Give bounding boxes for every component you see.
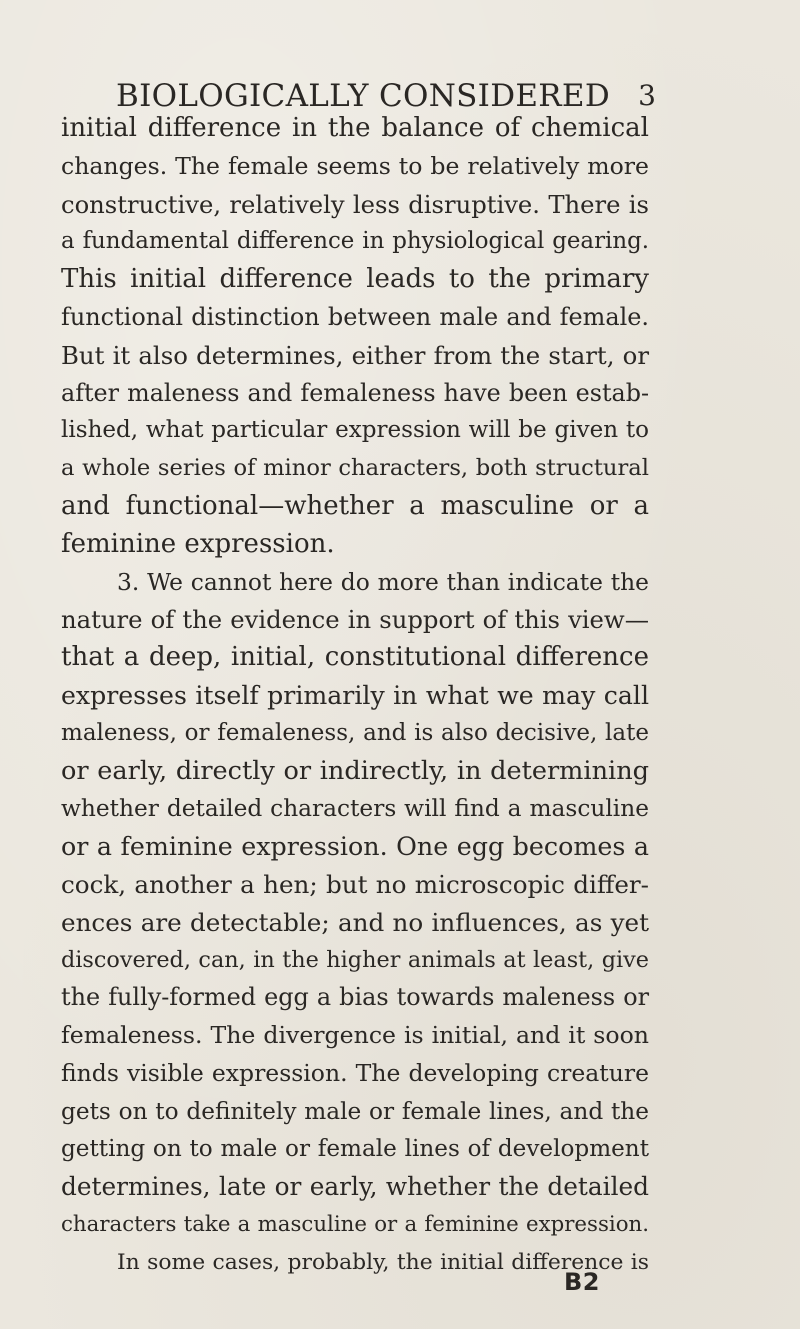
text-line: changes. The female seems to be relatively more: [61, 151, 649, 180]
text-line: cock, another a hen; but no microscopic differ-: [61, 869, 649, 899]
text-line: initial difference in the balance of chemical: [61, 113, 649, 143]
text-line: expresses itself primarily in what we may call: [61, 680, 649, 710]
text-line: whether detailed characters will find a masculine: [61, 795, 649, 823]
text-line: that a deep, initial, constitutional difference: [61, 642, 649, 673]
text-line: This initial difference leads to the primary: [61, 264, 649, 295]
text-line: after maleness and femaleness have been estab-: [61, 378, 649, 407]
paragraph-start-line: In some cases, probably, the initial difference is: [117, 1249, 649, 1275]
text-line: a fundamental difference in physiological gearing.: [61, 228, 649, 255]
text-line: lished, what particular expression will be given to: [61, 417, 649, 444]
text-line: or early, directly or indirectly, in determining: [61, 755, 649, 786]
text-line: maleness, or femaleness, and is also decisive, late: [61, 719, 649, 746]
text-line: characters take a masculine or a feminine expression.: [61, 1212, 649, 1238]
text-line: a whole series of minor characters, both structural: [61, 455, 649, 482]
text-line: nature of the evidence in support of this view—: [61, 605, 649, 635]
text-line: the fully-formed egg a bias towards maleness or: [61, 983, 649, 1012]
text-line: functional distinction between male and female.: [61, 302, 649, 331]
text-line: or a feminine expression. One egg becomes a: [61, 831, 649, 862]
text-line: determines, late or early, whether the detailed: [61, 1172, 649, 1202]
text-line: constructive, relatively less disruptive. There is: [61, 189, 649, 219]
page-number: 3: [638, 79, 656, 112]
text-line: feminine expression.: [61, 528, 335, 559]
paragraph-start-line: 3. We cannot here do more than indicate the: [117, 567, 649, 596]
body-text: [61, 110, 649, 1282]
text-line: femaleness. The divergence is initial, and it soon: [61, 1021, 649, 1050]
running-head: BIOLOGICALLY CONSIDERED: [116, 78, 611, 114]
text-line: But it also determines, either from the start, or: [61, 340, 649, 370]
text-line: finds visible expression. The developing creature: [61, 1058, 649, 1087]
text-line: ences are detectable; and no influences, as yet: [61, 907, 649, 937]
text-line: discovered, can, in the higher animals at least, give: [61, 946, 649, 973]
text-line: and functional—whether a masculine or a: [61, 490, 649, 521]
text-line: gets on to definitely male or female lines, and the: [61, 1097, 649, 1125]
signature-mark: B2: [564, 1268, 600, 1296]
text-line: getting on to male or female lines of development: [61, 1135, 649, 1162]
